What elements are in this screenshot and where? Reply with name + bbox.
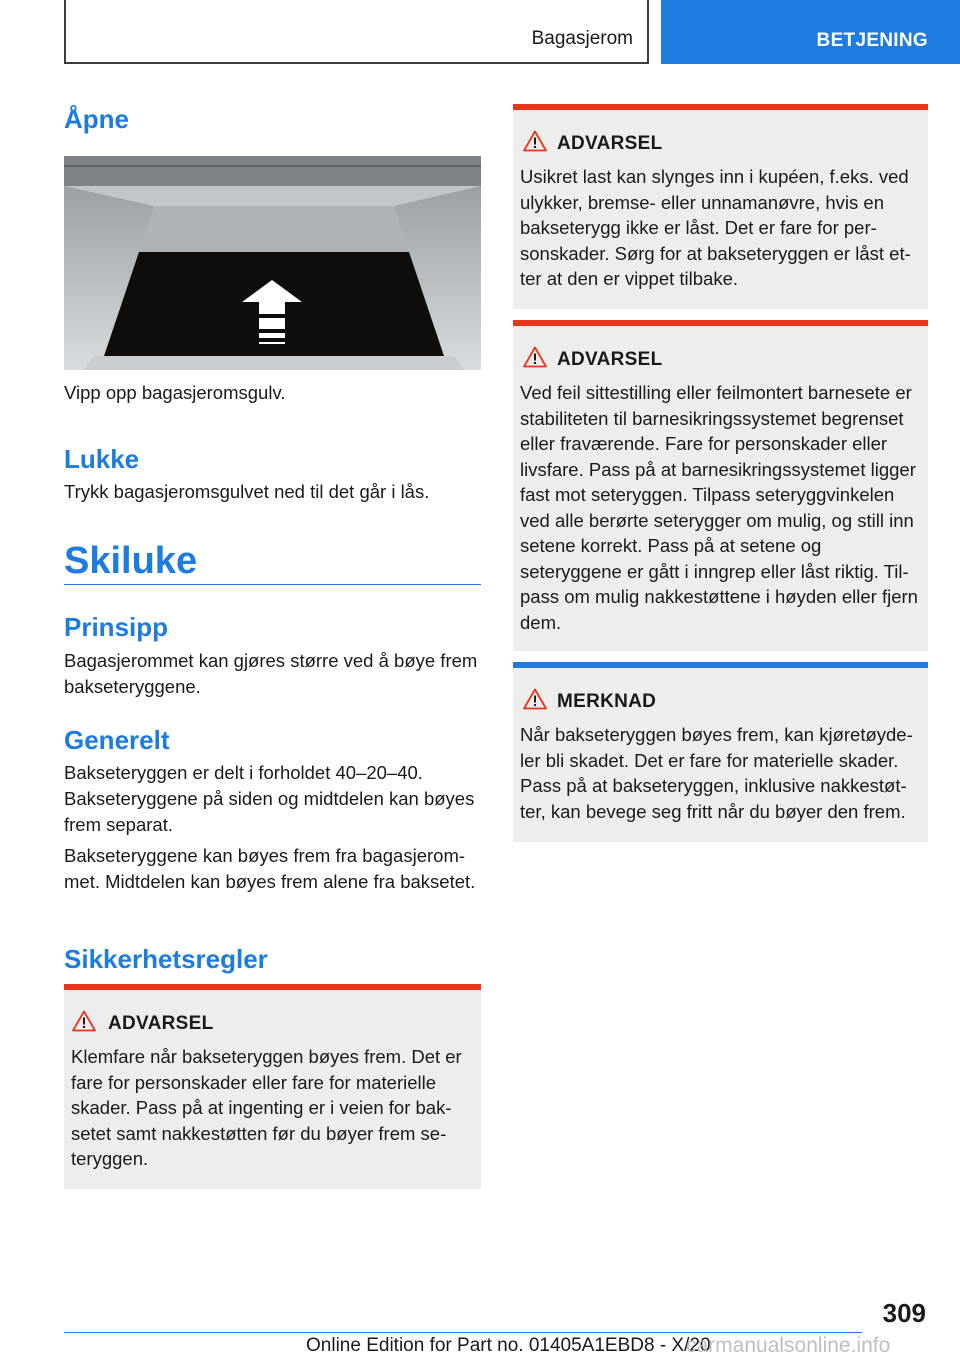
header-chapter-tab (661, 0, 960, 64)
general-text-2: Bakseteryggene kan bøyes frem fra bagasjerommet. Midtdelen kan bøyes frem alene fra baksetet. (64, 845, 476, 892)
warning-text: Ved feil sittestilling eller feilmontert barnesete er stabiliteten til barnesikringssystemet begrenset eller fraværende. Fare for personskader eller livsfare. Pass på at barnesikringssystemet ligger fast mot seteryggen. Tilpass seteryggvinkelen ved alle berørte seterygger om mulig, og still inn setene korrekt. Pass på at setene og seteryggene er gått i inngrep eller låst riktig. Tilpass om mulig nakkestøttene i høyden eller fjern dem. (520, 382, 918, 633)
header-section-box (64, 0, 649, 64)
warning-bar (64, 984, 481, 990)
trunk-floor-illustration (64, 156, 481, 370)
header-section-title: Bagasjerom (531, 28, 633, 49)
footer-rule (64, 1332, 862, 1333)
heading-principle: Prinsipp (64, 612, 169, 642)
warning-text: Klemfare når bakseteryggen bøyes frem. Det er fare for personskader eller fare for materielle skader. Pass på at ingenting er i veien for baksetet samt nakkestøtten før du bøyer frem seteryggen. (71, 1046, 462, 1169)
notice-box (513, 662, 928, 842)
warning-triangle-icon (523, 346, 547, 368)
warning-label: ADVARSEL (557, 133, 663, 154)
warning-text: Usikret last kan slynges inn i kupéen, f.eks. ved ulykker, bremse- eller unnamanøvre, hvis en bakseterygg ikke er låst. Det er fare for personskader. Sørg for at bakseteryggen er låst etter at den er vippet tilbake. (520, 166, 911, 289)
close-text: Trykk bagasjeromsgulvet ned til det går i lås. (64, 481, 430, 502)
warning-box-right-1 (513, 104, 928, 309)
heading-safety: Sikkerhetsregler (64, 944, 268, 974)
warning-bar (513, 320, 928, 326)
principle-text: Bagasjerommet kan gjøres større ved å bøye frem bakseteryggene. (64, 650, 478, 697)
warning-triangle-icon (523, 130, 547, 152)
watermark: carmanualsonline.info (686, 1334, 891, 1357)
heading-skiluke: Skiluke (64, 540, 198, 582)
warning-label: ADVARSEL (557, 349, 663, 370)
page-number: 309 (882, 1298, 926, 1328)
heading-general: Generelt (64, 725, 170, 755)
notice-bar (513, 662, 928, 668)
warning-label: ADVARSEL (108, 1013, 214, 1034)
skiluke-rule (64, 584, 481, 585)
notice-text: Når bakseteryggen bøyes frem, kan kjøretøydeler bli skadet. Det er fare for materielle skader. Pass på at bakseteryggen, inklusive nakkestøtter, kan bevege seg fritt når du bøyer den frem. (520, 724, 913, 822)
warning-triangle-icon (523, 688, 547, 710)
header-chapter-title: BETJENING (816, 30, 928, 51)
general-text-1: Bakseteryggen er delt i forholdet 40–20–40. Bakseteryggene på siden og midtdelen kan bøyes frem separat. (64, 762, 475, 835)
heading-close: Lukke (64, 444, 140, 474)
notice-label: MERKNAD (557, 691, 657, 712)
trunk-floor-photo (64, 156, 481, 370)
warning-bar (513, 104, 928, 110)
footer-edition: Online Edition for Part no. 01405A1EBD8 - X/20 (306, 1335, 711, 1356)
warning-box-right-2 (513, 320, 928, 651)
photo-caption: Vipp opp bagasjeromsgulv. (64, 382, 286, 403)
warning-box-left (64, 984, 481, 1189)
heading-open: Åpne (64, 104, 129, 134)
warning-triangle-icon (72, 1010, 96, 1032)
